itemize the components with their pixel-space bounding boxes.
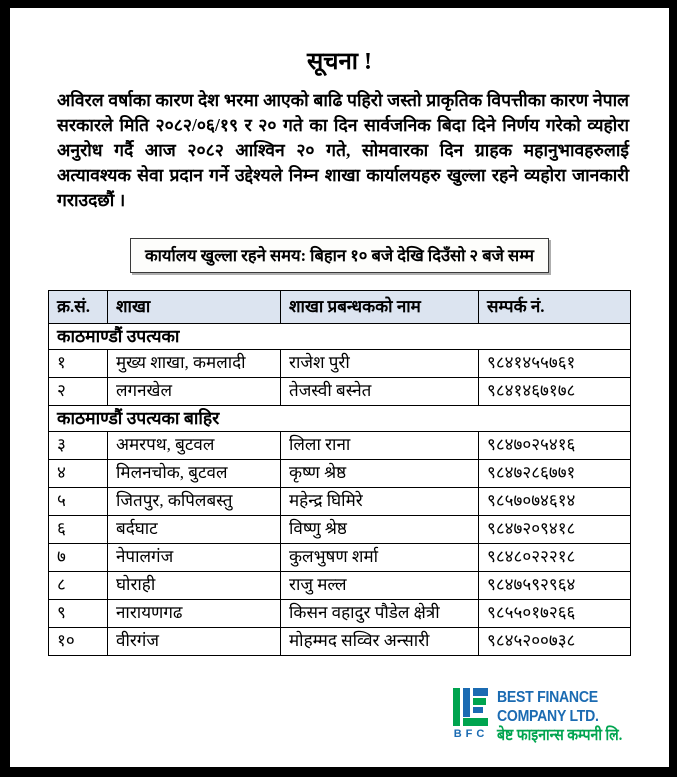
office-hours-text: कार्यालय खुल्ला रहने समय: बिहान १० बजे देखि दिउँसो २ बजे सम्म bbox=[144, 246, 535, 265]
table-row bbox=[49, 350, 631, 378]
company-name-nepali: बेष्ट फाइनान्स कम्पनी लि. bbox=[497, 727, 623, 744]
table-row bbox=[49, 600, 631, 628]
page-title: सूचना ! bbox=[307, 49, 372, 75]
table-row bbox=[49, 460, 631, 488]
cell-sn: ५ bbox=[49, 488, 108, 516]
logo-text-block bbox=[497, 688, 648, 746]
cell-contact: ९८४७५९२९६४ bbox=[479, 572, 631, 600]
table-row bbox=[49, 628, 631, 656]
cell-sn: ३ bbox=[49, 432, 108, 460]
cell-branch: वीरगंज bbox=[108, 628, 281, 656]
cell-branch: अमरपथ, बुटवल bbox=[108, 432, 281, 460]
cell-branch: नारायणगढ bbox=[108, 600, 281, 628]
header-contact: सम्पर्क नं. bbox=[479, 291, 631, 324]
cell-manager: लिला राना bbox=[281, 432, 479, 460]
table-section-row bbox=[49, 406, 631, 432]
cell-sn: ९ bbox=[49, 600, 108, 628]
cell-branch: जितपुर, कपिलबस्तु bbox=[108, 488, 281, 516]
cell-branch: बर्दघाट bbox=[108, 516, 281, 544]
cell-manager: मोहम्मद सव्विर अन्सारी bbox=[281, 628, 479, 656]
company-name-english: BEST FINANCE COMPANY LTD. bbox=[497, 689, 599, 725]
office-hours-row bbox=[10, 238, 669, 273]
cell-manager: कृष्ण श्रेष्ठ bbox=[281, 460, 479, 488]
table-header-row bbox=[49, 291, 631, 324]
company-logo bbox=[453, 688, 669, 746]
cell-manager: विष्णु श्रेष्ठ bbox=[281, 516, 479, 544]
cell-manager: किसन वहादुर पौडेल क्षेत्री bbox=[281, 600, 479, 628]
table-row bbox=[49, 378, 631, 406]
cell-contact: ९८४७२०९४१८ bbox=[479, 516, 631, 544]
table-row bbox=[49, 572, 631, 600]
logo-bar bbox=[463, 688, 470, 717]
branches-table-body bbox=[49, 324, 631, 656]
cell-manager: कुलभुषण शर्मा bbox=[281, 544, 479, 572]
table-row bbox=[49, 432, 631, 460]
section-label: काठमाण्डौं उपत्यका bbox=[49, 324, 631, 350]
office-hours-box bbox=[130, 238, 549, 273]
header-branch: शाखा bbox=[108, 291, 281, 324]
cell-contact: ९८४१४६७१७८ bbox=[479, 378, 631, 406]
table-section-row bbox=[49, 324, 631, 350]
logo-bar bbox=[473, 688, 488, 696]
cell-branch: नेपालगंज bbox=[108, 544, 281, 572]
logo-bar bbox=[453, 688, 460, 726]
cell-manager: महेन्द्र घिमिरे bbox=[281, 488, 479, 516]
notice-paragraph: अविरल वर्षाका कारण देश भरमा आएको बाढि पहिरो जस्तो प्राकृतिक विपत्तीका कारण नेपाल सरकारले मिति २०८२/०६/१९ र २० गते का दिन सार्वजनिक बिदा दिने निर्णय गरेको व्यहोरा अनुरोध गर्दै आज २०८२ आश्विन २० गते, सोमवारका दिन ग्राहक महानुभावहरुलाई अत्यावश्यक सेवा प्रदान गर्ने उद्देश्यले निम्न शाखा कार्यालयहरु खुल्ला रहने व्यहोरा जानकारी गराउदछौं । bbox=[57, 90, 629, 210]
branches-table bbox=[48, 290, 631, 656]
logo-bar bbox=[473, 698, 486, 705]
cell-branch: घोराही bbox=[108, 572, 281, 600]
cell-sn: ८ bbox=[49, 572, 108, 600]
header-sn: क्र.सं. bbox=[49, 291, 108, 324]
cell-manager: राजेश पुरी bbox=[281, 350, 479, 378]
cell-contact: ९८४७०२५४१६ bbox=[479, 432, 631, 460]
table-row bbox=[49, 488, 631, 516]
cell-manager: तेजस्वी बस्नेत bbox=[281, 378, 479, 406]
section-label: काठमाण्डौं उपत्यका बाहिर bbox=[49, 406, 631, 432]
cell-sn: ७ bbox=[49, 544, 108, 572]
cell-contact: ९८५७०७४६१४ bbox=[479, 488, 631, 516]
cell-branch: मुख्य शाखा, कमलादी bbox=[108, 350, 281, 378]
cell-contact: ९८४८०२२२१८ bbox=[479, 544, 631, 572]
table-row bbox=[49, 516, 631, 544]
bfc-bars-logo-icon bbox=[453, 688, 489, 740]
cell-contact: ९८४७२८६७७१ bbox=[479, 460, 631, 488]
cell-branch: मिलनचोक, बुटवल bbox=[108, 460, 281, 488]
logo-acronym: BFC bbox=[453, 728, 489, 740]
logo-bar bbox=[463, 718, 488, 726]
cell-contact: ९८४१४५५७६१ bbox=[479, 350, 631, 378]
cell-manager: राजु मल्ल bbox=[281, 572, 479, 600]
cell-branch: लगनखेल bbox=[108, 378, 281, 406]
logo-bar bbox=[473, 707, 483, 713]
header-manager: शाखा प्रबन्धकको नाम bbox=[281, 291, 479, 324]
table-row bbox=[49, 544, 631, 572]
cell-sn: १ bbox=[49, 350, 108, 378]
cell-sn: ४ bbox=[49, 460, 108, 488]
cell-contact: ९८४५२००७३८ bbox=[479, 628, 631, 656]
cell-sn: १० bbox=[49, 628, 108, 656]
cell-sn: ६ bbox=[49, 516, 108, 544]
cell-sn: २ bbox=[49, 378, 108, 406]
cell-contact: ९८५५०१७२६६ bbox=[479, 600, 631, 628]
